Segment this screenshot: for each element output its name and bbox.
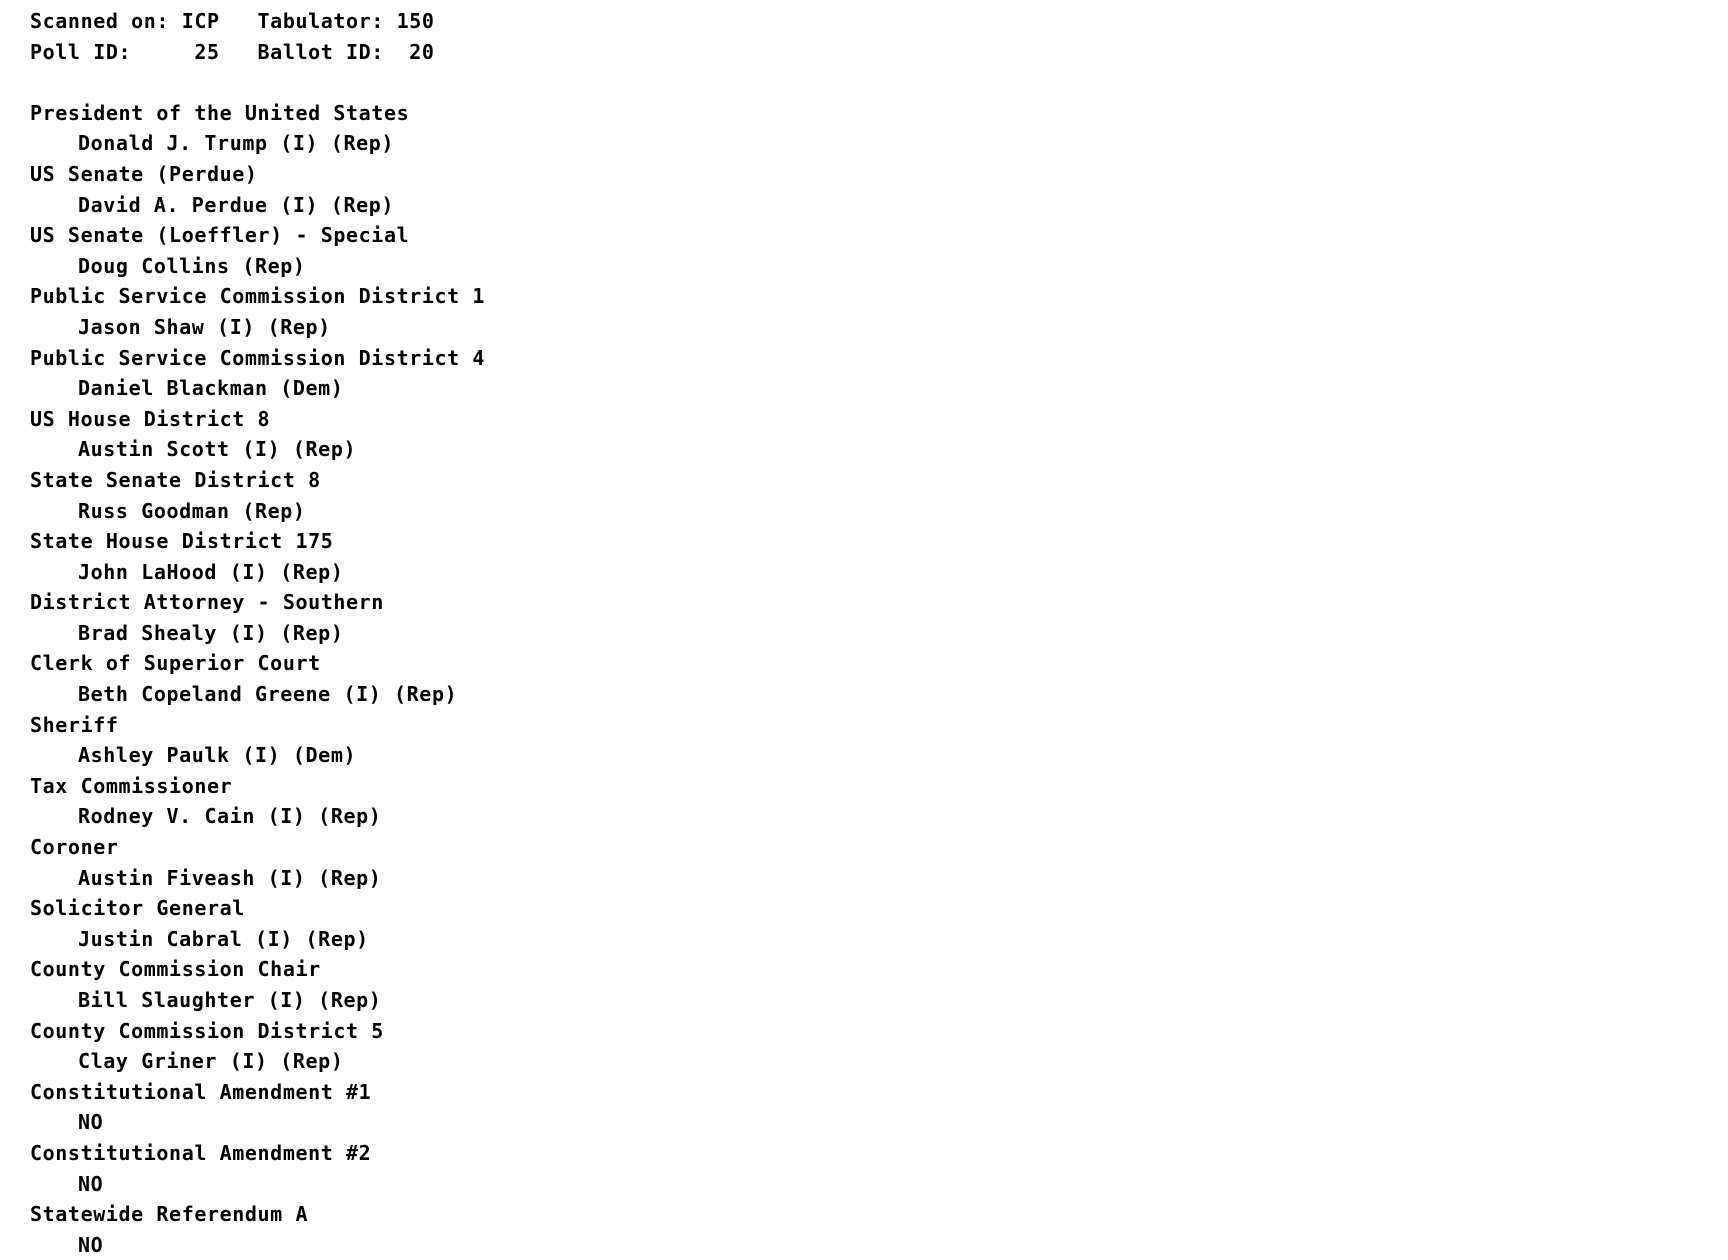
contest-choice: Justin Cabral (I) (Rep): [78, 926, 369, 951]
contest-choice: Jason Shaw (I) (Rep): [78, 314, 331, 339]
contest-title: Public Service Commission District 4: [30, 345, 486, 370]
contest-choice: NO: [78, 1110, 104, 1135]
contest-title: President of the United States: [30, 100, 410, 125]
contest-title: Clerk of Superior Court: [30, 651, 321, 676]
scanned-on-line: Scanned on: ICP Tabulator: 150: [30, 9, 435, 33]
contest-title: US Senate (Loeffler) - Special: [30, 223, 410, 248]
contest-choice: Doug Collins (Rep): [78, 253, 306, 278]
contest-choice: Daniel Blackman (Dem): [78, 376, 344, 401]
contest-title: US House District 8: [30, 406, 271, 431]
contest-title: Constitutional Amendment #1: [30, 1079, 372, 1104]
contest-title: District Attorney - Southern: [30, 590, 384, 615]
contest-choice: John LaHood (I) (Rep): [78, 559, 344, 584]
contest-title: Statewide Referendum A: [30, 1202, 309, 1227]
contest-title: Tax Commissioner: [30, 773, 233, 798]
contest-choice: David A. Perdue (I) (Rep): [78, 192, 395, 217]
contest-title: Constitutional Amendment #2: [30, 1140, 372, 1165]
contest-choice: Beth Copeland Greene (I) (Rep): [78, 682, 458, 707]
contest-choice: Brad Shealy (I) (Rep): [78, 620, 344, 645]
contest-title: State Senate District 8: [30, 467, 321, 492]
contest-title: Solicitor General: [30, 896, 245, 921]
poll-ballot-id-line: Poll ID: 25 Ballot ID: 20: [30, 39, 435, 64]
contest-choice: NO: [78, 1171, 104, 1196]
contest-choice: Russ Goodman (Rep): [78, 498, 306, 523]
header-spacer: [30, 67, 1728, 98]
contest-title: Sheriff: [30, 712, 119, 737]
contest-choice: Rodney V. Cain (I) (Rep): [78, 804, 382, 829]
contest-choice: Donald J. Trump (I) (Rep): [78, 131, 395, 156]
contest-title: US Senate (Perdue): [30, 161, 258, 186]
contest-choice: Bill Slaughter (I) (Rep): [78, 988, 382, 1012]
contest-choice: Austin Fiveash (I) (Rep): [78, 865, 382, 890]
contest-choice: NO: [78, 1232, 104, 1257]
contest-choice: Austin Scott (I) (Rep): [78, 437, 357, 462]
race-list: [30, 98, 1728, 1260]
contest-choice: Ashley Paulk (I) (Dem): [78, 743, 357, 768]
scan-header: [30, 6, 1728, 67]
contest-title: County Commission Chair: [30, 957, 321, 982]
contest-choice: Clay Griner (I) (Rep): [78, 1049, 344, 1074]
contest-title: Public Service Commission District 1: [30, 284, 486, 309]
contest-title: County Commission District 5: [30, 1018, 384, 1043]
contest-title: Coroner: [30, 835, 119, 860]
contest-title: State House District 175: [30, 529, 334, 554]
